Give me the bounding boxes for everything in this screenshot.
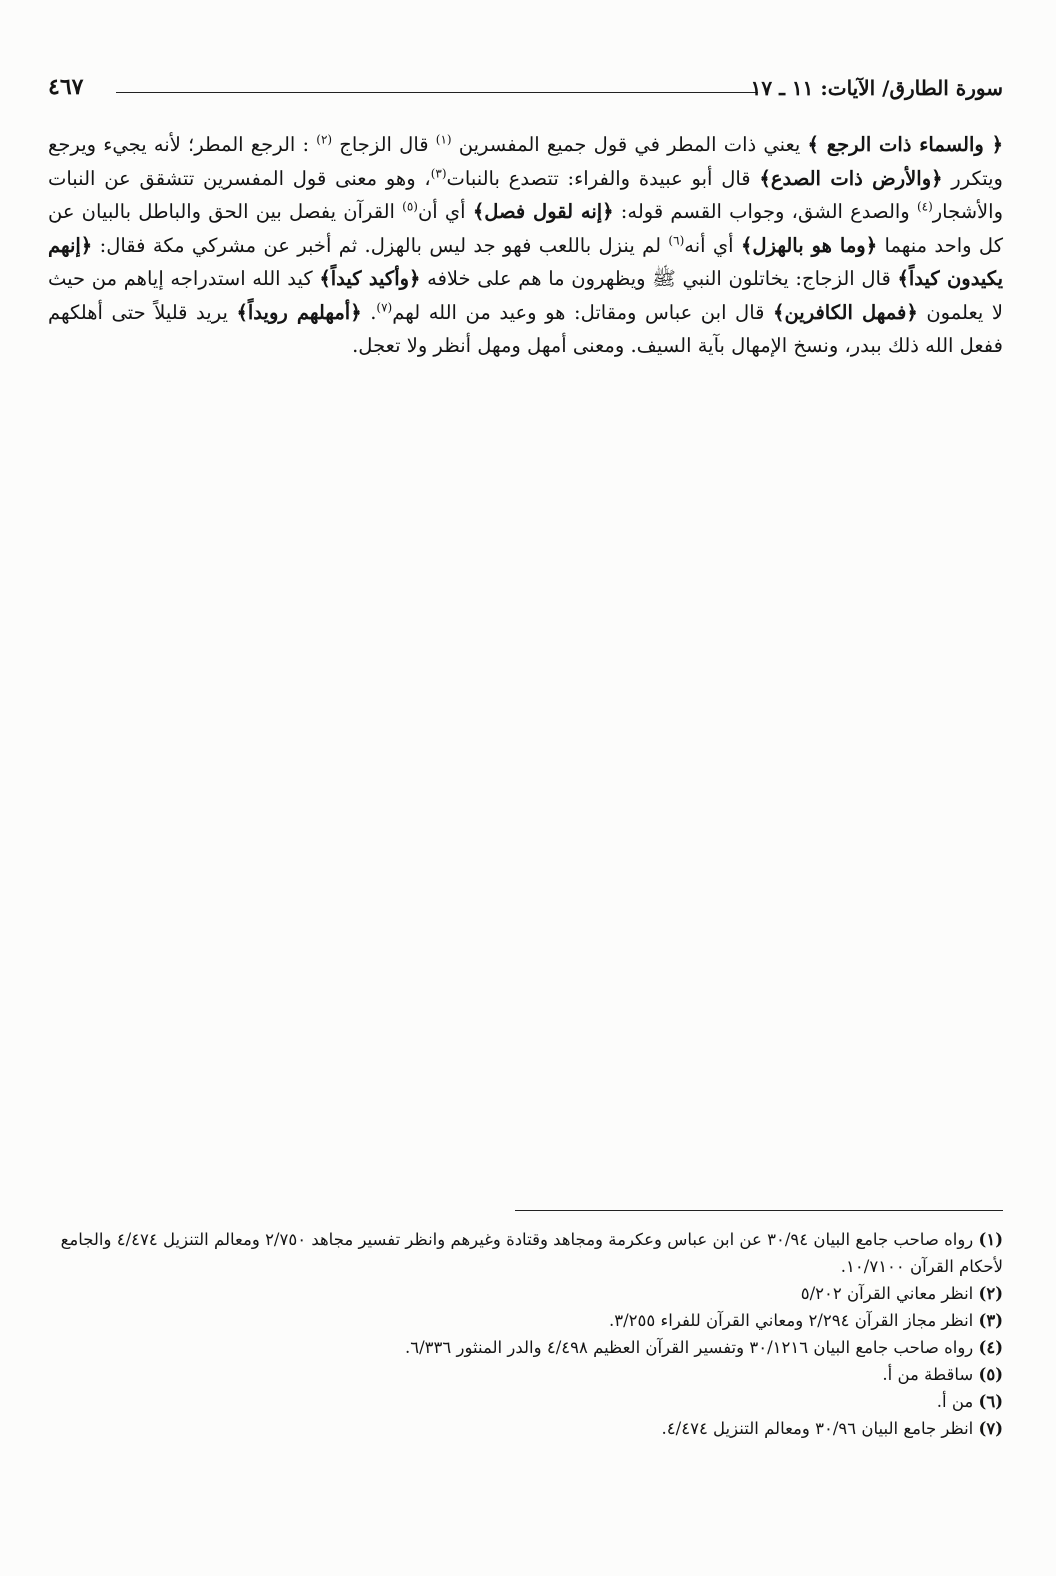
footnote-ref: (٤) (916, 199, 933, 214)
quran-quote: ﴿إنهم يكيدون كيداً﴾ (48, 233, 1004, 290)
text-segment: والصدع الشق، وجواب القسم قوله: (613, 200, 917, 223)
header-rule (116, 92, 758, 93)
text-segment: يعني ذات المطر في قول جميع المفسرين (451, 133, 808, 156)
footnote-number: (٣) (978, 1311, 1003, 1330)
text-segment: لم ينزل باللعب فهو جد ليس بالهزل. ثم أخبر عن مشركي مكة فقال: (92, 233, 669, 257)
footnote (48, 1361, 1003, 1388)
footnote (48, 1307, 1003, 1334)
running-head: سورة الطارق/ الآيات: ١١ ـ ١٧ (750, 76, 1003, 100)
page-header (48, 72, 1003, 112)
quran-quote: ﴿فمهل الكافرين﴾ (773, 300, 918, 324)
quran-quote: ﴿وأكيد كيداً﴾ (319, 267, 421, 290)
footnote-number: (١) (978, 1230, 1003, 1249)
footnote-separator (515, 1210, 1003, 1211)
footnote-ref: (٥) (402, 199, 418, 214)
footnote-ref: (١) (435, 132, 452, 147)
footnote-number: (٧) (978, 1419, 1003, 1438)
footnote-number: (٦) (978, 1392, 1003, 1411)
footnote-ref: (٧) (376, 300, 393, 314)
footnote (48, 1388, 1003, 1415)
text-segment: قال ابن عباس ومقاتل: هو وعيد من الله لهم (392, 300, 774, 324)
footnote-ref: (٦) (668, 233, 685, 247)
footnotes-list (48, 1226, 1003, 1442)
page-number: ٤٦٧ (48, 74, 84, 100)
footnote-text: انظر جامع البيان ٣٠/٩٦ ومعالم التنزيل ٤/٤٧٤. (661, 1419, 979, 1438)
footnote-number: (٤) (978, 1338, 1003, 1357)
text-segment: ، وهو معنى قول المفسرين تتشقق عن النبات والأشجار (48, 166, 1004, 223)
footnote-text: رواه صاحب جامع البيان ٣٠/٩٤ عن ابن عباس وعكرمة ومجاهد وقتادة وغيرهم وانظر تفسير مجاهد ٢/٧٥٠ ومعالم التنزيل ٤/٤٧٤ والجامع لأحكام القرآن ١٠/٧١٠٠. (60, 1230, 1003, 1276)
text-segment: أي أن (417, 200, 473, 223)
footnote (48, 1226, 1003, 1280)
quran-quote: ﴿وما هو بالهزل﴾ (740, 233, 878, 257)
quran-quote: ﴿إنه لقول فصل﴾ (472, 200, 614, 223)
footnote (48, 1415, 1003, 1442)
text-segment: كيد الله استدراجه إياهم من حيث لا يعلمون (48, 267, 1003, 324)
footnote (48, 1334, 1003, 1361)
quran-quote: ﴿ والسماء ذات الرجع ﴾ (807, 133, 1003, 156)
quran-quote: ﴿والأرض ذات الصدع﴾ (759, 166, 943, 190)
text-segment: قال الزجاج: يخاتلون النبي ﷺ ويظهرون ما هم على خلافه (420, 267, 898, 290)
footnote-number: (٥) (978, 1365, 1003, 1384)
footnote-text: من أ. (936, 1392, 979, 1411)
footnote-number: (٢) (978, 1284, 1003, 1303)
text-segment: أي أنه (684, 233, 741, 257)
footnote-text: انظر مجاز القرآن ٢/٢٩٤ ومعاني القرآن للفراء ٣/٢٥٥. (609, 1311, 979, 1330)
text-segment: قال الزجاج (332, 133, 436, 156)
footnote-text: انظر معاني القرآن ٥/٢٠٢ (800, 1284, 979, 1303)
footnote-ref: (٣) (430, 166, 447, 180)
footnote-text: ساقطة من أ. (882, 1365, 979, 1384)
footnote-ref: (٢) (316, 132, 333, 147)
footnote (48, 1280, 1003, 1307)
text-segment: . (361, 300, 377, 324)
text-segment: القرآن يفصل بين الحق والباطل بالبيان عن كل واحد منهما (48, 200, 1003, 257)
text-segment: يريد قليلاً حتى أهلكهم ففعل الله ذلك ببدر، ونسخ الإمهال بآية السيف. ومعنى أمهل ومهل أنظر ولا تعجل. (48, 300, 1003, 357)
main-text (48, 128, 1003, 363)
text-segment: قال أبو عبيدة والفراء: تتصدع بالنبات (446, 166, 760, 190)
quran-quote: ﴿أمهلهم رويداً﴾ (236, 300, 362, 324)
footnote-text: رواه صاحب جامع البيان ٣٠/١٢١٦ وتفسير القرآن العظيم ٤/٤٩٨ والدر المنثور ٦/٣٣٦. (405, 1338, 979, 1357)
text-segment: : الرجع المطر؛ لأنه يجيء ويرجع ويتكرر (48, 133, 1003, 190)
